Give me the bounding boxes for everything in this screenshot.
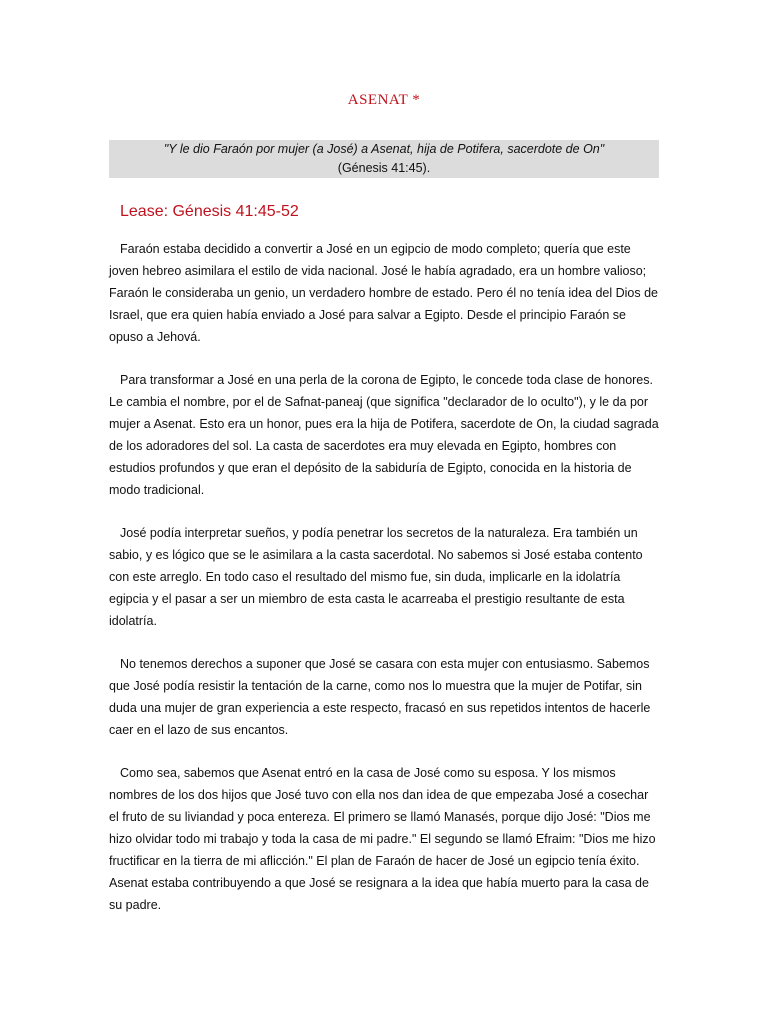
epigraph-box xyxy=(109,140,659,178)
paragraph: No tenemos derechos a suponer que José se casara con esta mujer con entusiasmo. Sabemos que José podía resistir la tentación de la carne, como nos lo muestra que la mujer de Potifar, sin duda una mujer de gran experiencia a este respecto, fracasó en sus repetidos intentos de hacerle caer en el lazo de sus encantos. xyxy=(109,657,651,737)
paragraph: José podía interpretar sueños, y podía penetrar los secretos de la naturaleza. Era también un sabio, y es lógico que se le asimilara a la casta sacerdotal. No sabemos si José estaba contento con este arreglo. En todo caso el resultado del mismo fue, sin duda, implicarle en la idolatría egipcia y el pasar a ser un miembro de esta casta le acarreaba el prestigio resultante de esta idolatría. xyxy=(109,526,643,628)
paragraph: Faraón estaba decidido a convertir a José en un egipcio de modo completo; quería que este joven hebreo asimilara el estilo de vida nacional. José le había agradado, era un hombre valioso; Faraón le consideraba un genio, un verdadero hombre de estado. Pero él no tenía idea del Dios de Israel, que era quien había enviado a José para salvar a Egipto. Desde el principio Faraón se opuso a Jehová. xyxy=(109,242,658,344)
document-title: ASENAT * xyxy=(347,92,421,108)
paragraph: Para transformar a José en una perla de la corona de Egipto, le concede toda clase de honores. Le cambia el nombre, por el de Safnat-paneaj (que significa "declarador de lo oculto"), y le da por mujer a Asenat. Esto era un honor, pues era la hija de Potifera, sacerdote de On, la ciudad sagrada de los adoradores del sol. La casta de sacerdotes era muy elevada en Egipto, hombres con estudios profundos y que eran el depósito de la sabiduría de Egipto, conocida en la historia de modo tradicional. xyxy=(109,373,659,497)
epigraph-reference: (Génesis 41:45). xyxy=(337,161,431,175)
paragraph: Como sea, sabemos que Asenat entró en la casa de José como su esposa. Y los mismos nombres de los dos hijos que José tuvo con ella nos dan idea de que empezaba José a cosechar el fruto de su liviandad y poca entereza. El primero se llamó Manasés, porque dijo José: "Dios me hizo olvidar todo mi trabajo y toda la casa de mi padre." El segundo se llamó Efraim: "Dios me hizo fructificar en la tierra de mi aflicción." El plan de Faraón de hacer de José un egipcio tenía éxito. Asenat estaba contribuyendo a que José se resignara a la idea que había muerto para la casa de su padre. xyxy=(109,766,656,912)
epigraph-quote: "Y le dio Faraón por mujer (a José) a Asenat, hija de Potifera, sacerdote de On" xyxy=(163,142,605,156)
reading-reference: Lease: Génesis 41:45-52 xyxy=(120,203,299,220)
body-text xyxy=(109,238,660,937)
